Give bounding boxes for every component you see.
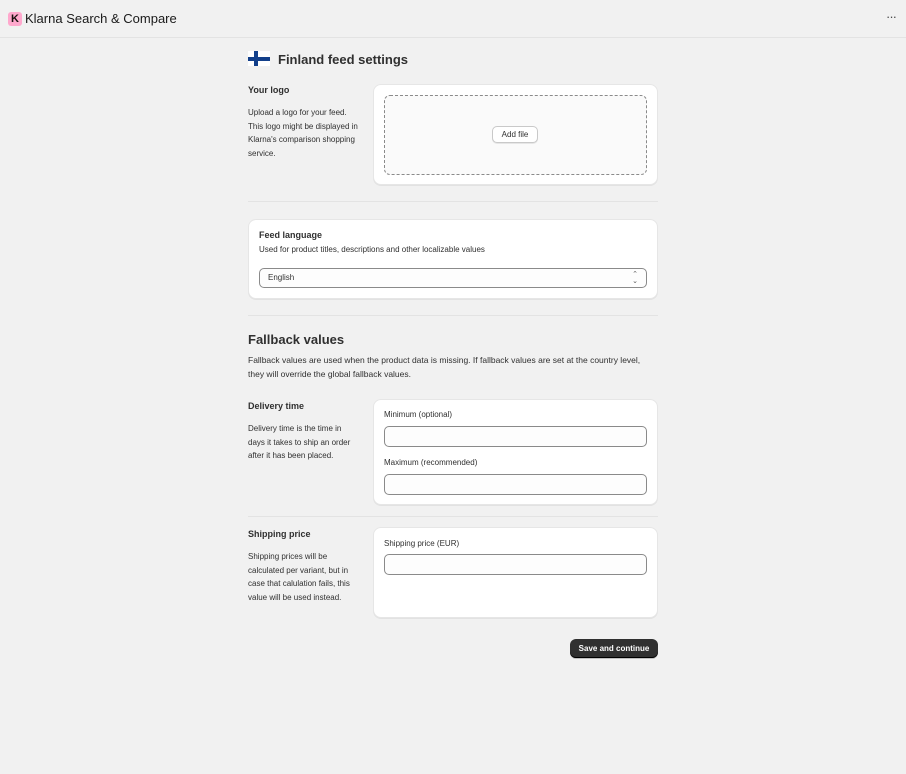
shipping-price-title: Shipping price [248, 529, 311, 539]
logo-dropzone[interactable] [384, 95, 647, 175]
section-divider [248, 201, 658, 202]
logo-section-title: Your logo [248, 85, 290, 95]
finland-flag-icon [248, 51, 270, 66]
shipping-price-label: Shipping price (EUR) [384, 539, 460, 548]
chevron-up-down-icon: ⌃ ⌄ [632, 271, 638, 285]
min-delivery-input[interactable] [384, 426, 647, 447]
fallback-title: Fallback values [248, 332, 345, 347]
section-divider [248, 516, 658, 517]
add-file-button[interactable]: Add file [492, 126, 538, 143]
logo-section-description: Upload a logo for your feed. This logo might be displayed in Klarna's comparison shopping service. [248, 108, 358, 158]
feed-language-select[interactable] [259, 268, 647, 288]
section-divider [248, 315, 658, 316]
max-delivery-label: Maximum (recommended) [384, 458, 478, 467]
klarna-logo-icon: K [8, 12, 22, 26]
logo-upload-card [373, 84, 658, 185]
fallback-description: Fallback values are used when the product data is missing. If fallback values are set at the country level, they will override the global fallback values. [248, 355, 641, 379]
delivery-time-title: Delivery time [248, 401, 305, 411]
shipping-price-card [373, 527, 658, 618]
feed-language-card [248, 219, 658, 299]
feed-language-title: Feed language [259, 230, 323, 240]
delivery-time-card [373, 399, 658, 505]
feed-language-selected-value: English [268, 273, 295, 282]
more-actions-icon[interactable]: ··· [886, 9, 896, 24]
page-title: Finland feed settings [278, 52, 409, 67]
shipping-price-input[interactable] [384, 554, 647, 575]
min-delivery-label: Minimum (optional) [384, 410, 453, 419]
save-and-continue-button[interactable]: Save and continue [570, 639, 658, 658]
delivery-time-description: Delivery time is the time in days it takes to ship an order after it has been placed. [248, 424, 351, 460]
feed-language-description: Used for product titles, descriptions and other localizable values [259, 245, 485, 254]
shipping-price-description: Shipping prices will be calculated per variant, but in case that calulation fails, this value will be used instead. [248, 552, 350, 602]
app-header [0, 0, 906, 38]
max-delivery-input[interactable] [384, 474, 647, 495]
app-title: Klarna Search & Compare [25, 11, 177, 26]
